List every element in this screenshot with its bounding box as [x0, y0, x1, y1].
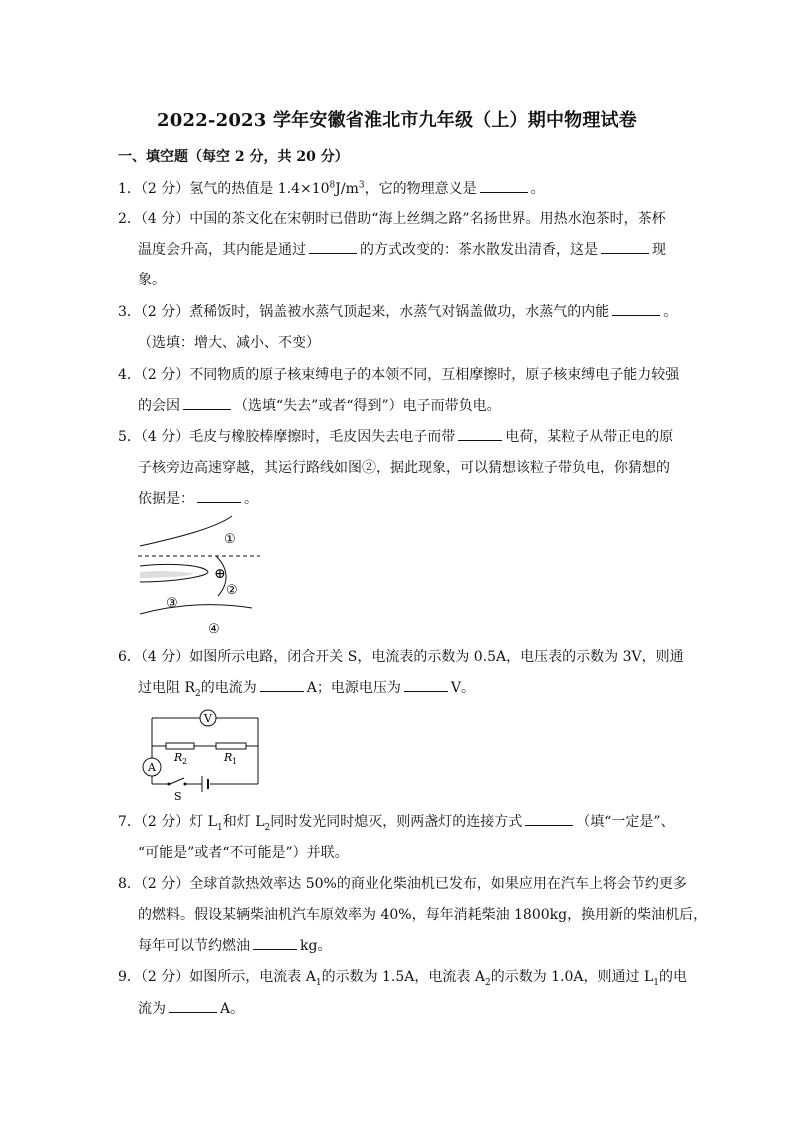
r2-sub: 2	[182, 757, 188, 766]
question-8	[118, 873, 687, 893]
question-number: 9．	[118, 969, 141, 985]
path-1	[140, 516, 232, 546]
exponent: 3	[358, 180, 365, 191]
question-text: 现	[652, 242, 666, 258]
question-score: （2 分）	[140, 969, 190, 985]
page-title: 2022-2023 学年安徽省淮北市九年级（上）期中物理试卷	[157, 110, 637, 131]
question-score: （2 分）	[140, 876, 190, 892]
question-8-line-3	[138, 935, 331, 955]
answer-blank[interactable]	[253, 937, 297, 950]
question-number: 1．	[118, 181, 141, 197]
question-text: 毛皮与橡胶棒摩擦时，毛皮因失去电子而带	[189, 429, 456, 445]
question-6-line-2	[138, 677, 475, 699]
question-text: 温度会升高，其内能是通过	[138, 242, 306, 258]
question-text: 。	[244, 491, 258, 507]
label-circled-4: ④	[208, 622, 220, 637]
switch-blade	[170, 778, 184, 784]
question-7-line-2: “可能是”或者“不可能是”）并联。	[138, 845, 349, 861]
question-text: （选填“失去”或者“得到”）电子而带负电。	[234, 398, 501, 414]
path-5	[140, 605, 252, 614]
question-text: A；电源电压为	[306, 680, 401, 696]
question-text: ，它的物理意义是	[364, 181, 477, 197]
question-text: 同时发光同时熄灭，则两盏灯的连接方式	[270, 814, 523, 830]
question-score: （2 分）	[140, 367, 190, 383]
answer-blank[interactable]	[183, 397, 231, 410]
subscript: 2	[264, 822, 271, 833]
answer-blank[interactable]	[260, 679, 304, 692]
subscript: 1	[315, 977, 322, 988]
question-text: 依据是：	[138, 491, 194, 507]
label-circled-3: ③	[166, 596, 178, 611]
question-text: 流为	[138, 1001, 166, 1017]
voltmeter-label: V	[204, 712, 212, 725]
resistor-r1	[216, 743, 246, 749]
circuit-diagram-1	[138, 706, 268, 802]
question-4-line-2	[138, 395, 501, 415]
switch-contact	[168, 783, 171, 786]
label-circled-2: ②	[226, 583, 238, 598]
question-text: 每年可以节约燃油	[138, 938, 250, 954]
question-3-line-2: （选填：增大、减小、不变）	[138, 335, 320, 351]
exponent: 8	[329, 180, 336, 191]
question-8-line-2: 的燃料。假设某辆柴油机汽车原效率为 40%，每年消耗柴油 1800kg，换用新的柴油机后，	[138, 907, 708, 923]
question-text: 的方式改变的：茶水散发出清香，这是	[360, 242, 598, 258]
question-text: J/m	[335, 181, 359, 197]
question-text: 如图所示，电流表 A	[189, 969, 316, 985]
question-text: 的电	[659, 969, 688, 985]
answer-blank[interactable]	[525, 813, 573, 826]
question-number: 2．	[118, 211, 141, 227]
question-text: 的会因	[138, 398, 180, 414]
r2-label: R	[174, 751, 183, 764]
question-text: 如图所示电路，闭合开关 S，电流表的示数为 0.5A，电压表的示数为 3V，则通	[189, 649, 684, 665]
label-circled-1: ①	[224, 532, 236, 547]
subscript: 2	[484, 977, 491, 988]
resistor-r2	[166, 743, 194, 749]
question-text: 的电流为	[200, 680, 257, 696]
question-text: 的示数为 1.5A，电流表 A	[321, 969, 485, 985]
question-score: （2 分）	[140, 181, 190, 197]
answer-blank[interactable]	[197, 490, 241, 503]
question-text: 煮稀饭时，锅盖被水蒸气顶起来，水蒸气对锅盖做功，水蒸气的内能	[189, 304, 610, 320]
question-number: 4．	[118, 367, 141, 383]
answer-blank[interactable]	[612, 303, 660, 316]
question-score: （4 分）	[140, 211, 190, 227]
question-text: 过电阻 R	[138, 680, 195, 696]
particle-path-figure	[136, 510, 266, 640]
answer-blank[interactable]	[309, 241, 357, 254]
subscript: 1	[653, 977, 660, 988]
question-score: （2 分）	[140, 304, 190, 320]
question-2-line-3: 象。	[138, 272, 166, 288]
answer-blank[interactable]	[169, 1000, 217, 1013]
question-text: 。	[530, 181, 545, 197]
question-4	[118, 364, 679, 384]
switch-contact	[184, 783, 187, 786]
question-text: 中国的茶文化在宋朝时已借助“海上丝绸之路”名扬世界。用热水泡茶时，茶杯	[189, 211, 666, 227]
question-text: （填“一定是”、	[576, 814, 675, 830]
question-text: 全球首款热效率达 50%的商业化柴油机已发布，如果应用在汽车上将会节约更多	[189, 876, 687, 892]
nucleus-symbol: ⊕	[214, 566, 226, 582]
subscript: 2	[195, 688, 201, 699]
question-text: kg。	[300, 938, 332, 954]
question-text: 的示数为 1.0A，则通过 L	[490, 969, 654, 985]
r1-label: R	[224, 751, 233, 764]
path-3-shade	[140, 571, 194, 578]
question-6	[118, 646, 684, 666]
question-number: 3．	[118, 304, 141, 320]
question-9	[118, 966, 687, 988]
question-5-line-2: 子核旁边高速穿越，其运行路线如图②，据此现象，可以猜想该粒子带负电，你猜想的	[138, 460, 670, 476]
r1-sub: 1	[232, 757, 238, 766]
question-2	[118, 208, 666, 228]
question-text: A。	[220, 1001, 245, 1017]
answer-blank[interactable]	[458, 428, 502, 441]
question-5	[118, 426, 673, 446]
question-text: 电荷，某粒子从带正电的原	[505, 429, 674, 445]
question-number: 6．	[118, 649, 141, 665]
switch-label: S	[174, 790, 182, 803]
question-number: 5．	[118, 429, 141, 445]
question-3	[118, 301, 677, 321]
question-text: V。	[450, 680, 475, 696]
answer-blank[interactable]	[404, 679, 448, 692]
answer-blank[interactable]	[601, 241, 649, 254]
question-7	[118, 811, 675, 833]
question-score: （4 分）	[140, 649, 190, 665]
question-score: （4 分）	[140, 429, 190, 445]
question-5-line-3	[138, 488, 258, 508]
section-heading: 一、填空题（每空 2 分，共 20 分）	[118, 149, 349, 165]
question-text: 不同物质的原子核束缚电子的本领不同，互相摩擦时，原子核束缚电子能力较强	[189, 367, 680, 383]
question-text: 灯 L	[189, 814, 218, 830]
question-number: 7．	[118, 814, 141, 830]
question-number: 8．	[118, 876, 141, 892]
subscript: 1	[217, 822, 223, 833]
question-text: 。	[663, 304, 678, 320]
question-text: 和灯 L	[222, 814, 265, 830]
question-text: 氢气的热值是 1.4×10	[189, 181, 330, 197]
question-2-line-2	[138, 239, 666, 259]
question-9-line-2	[138, 998, 244, 1018]
ammeter-label: A	[148, 761, 156, 774]
answer-blank[interactable]	[480, 180, 528, 193]
question-1	[118, 178, 545, 198]
question-score: （2 分）	[140, 814, 190, 830]
